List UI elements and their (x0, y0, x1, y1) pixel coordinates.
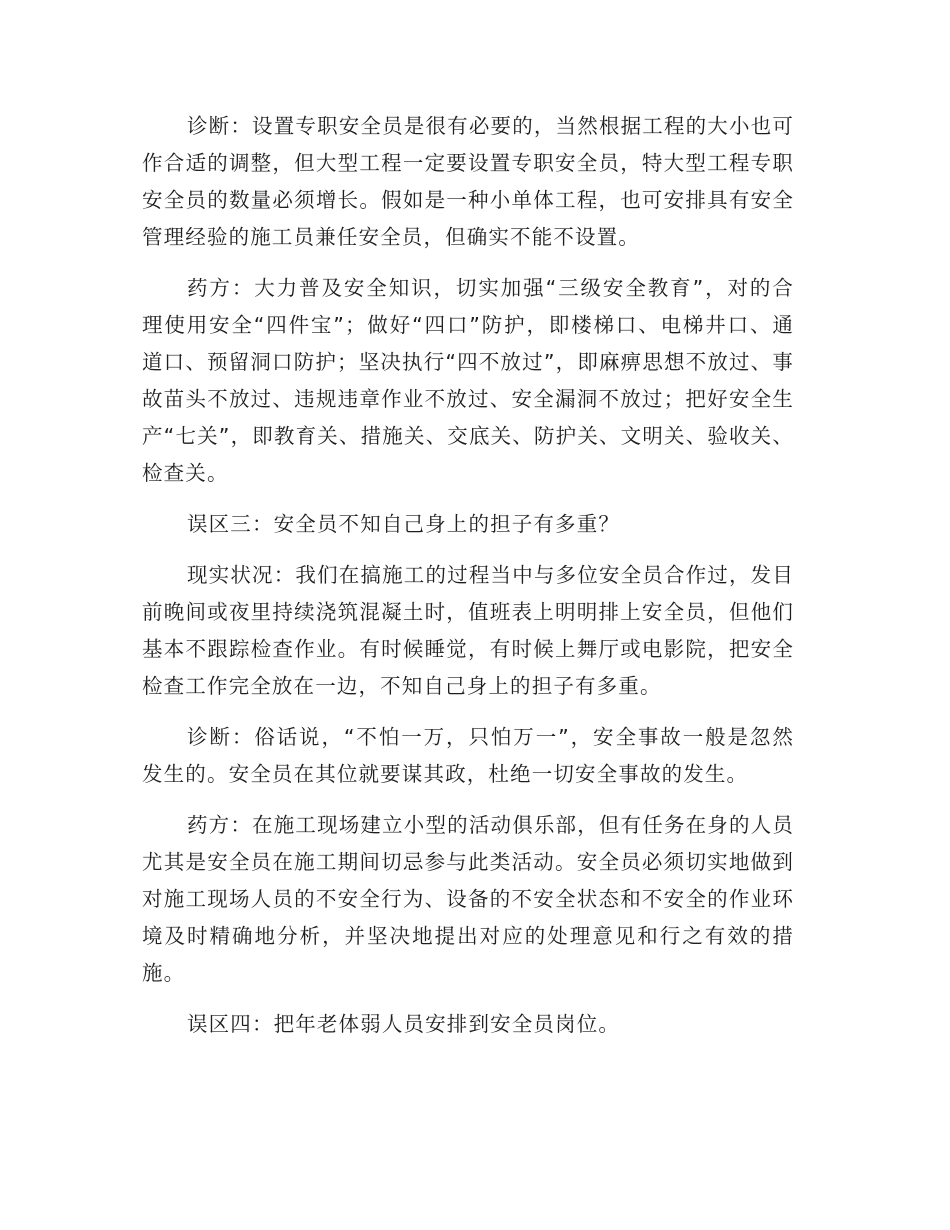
section-heading-misconception-3: 误区三：安全员不知自己身上的担子有多重？ (187, 512, 620, 536)
paragraph-remedy-1: 药方：大力普及安全知识，切实加强“三级安全教育”，对的合理使用安全“四件宝”；做好“四口”防护，即楼梯口、电梯井口、通道口、预留洞口防护；坚决执行“四不放过”，即麻痹思想不放过、事故苗头不放过、违规违章作业不放过、安全漏洞不放过；把好安全生产“七关”，即教育关、措施关、交底关、防护关、文明关、验收关、检查关。 (142, 276, 794, 485)
paragraph-remedy-2: 药方：在施工现场建立小型的活动俱乐部，但有任务在身的人员尤其是安全员在施工期间切忌参与此类活动。安全员必须切实地做到对施工现场人员的不安全行为、设备的不安全状态和不安全的作业环境及时精确地分析，并坚决地提出对应的处理意见和行之有效的措施。 (142, 813, 794, 985)
section-heading-misconception-4: 误区四：把年老体弱人员安排到安全员岗位。 (187, 1012, 620, 1036)
paragraph-current-situation: 现实状况：我们在搞施工的过程当中与多位安全员合作过，发目前晚间或夜里持续浇筑混凝土时，值班表上明明排上安全员，但他们基本不跟踪检查作业。有时候睡觉，有时候上舞厅或电影院，把安全检查工作完全放在一边，不知自己身上的担子有多重。 (142, 563, 794, 698)
paragraph-diagnosis-2: 诊断：俗话说，“不怕一万，只怕万一”，安全事故一般是忽然发生的。安全员在其位就要谋其政，杜绝一切安全事故的发生。 (142, 725, 794, 786)
document-body (142, 108, 794, 1057)
paragraph-diagnosis-1: 诊断：设置专职安全员是很有必要的，当然根据工程的大小也可作合适的调整，但大型工程一定要设置专职安全员，特大型工程专职安全员的数量必须增长。假如是一种小单体工程，也可安排具有安全管理经验的施工员兼任安全员，但确实不能不设置。 (142, 114, 794, 249)
